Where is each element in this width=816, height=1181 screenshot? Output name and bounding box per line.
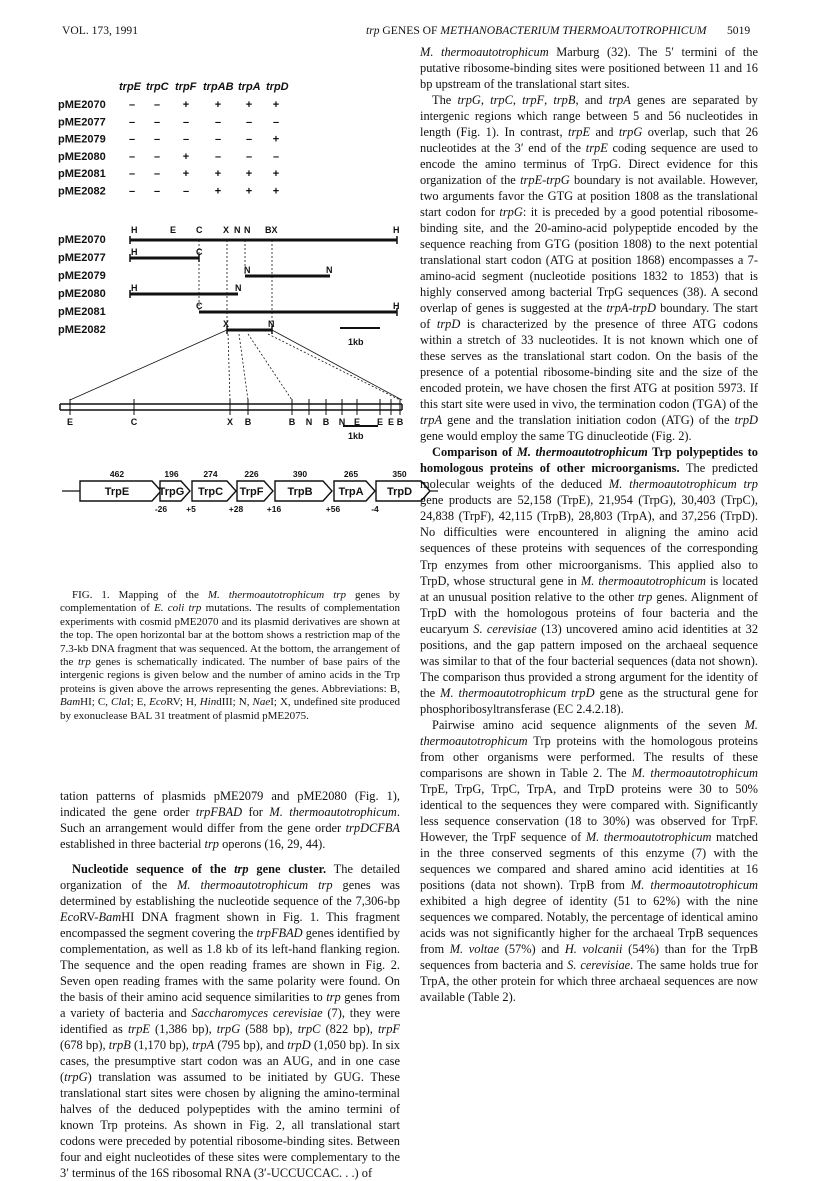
map-scale-label: 1kb (348, 337, 364, 347)
map-site-label: N (268, 319, 275, 329)
map-site-label: C (196, 247, 203, 257)
table-cell: + (214, 168, 222, 181)
table-row-label: pME2080 (58, 150, 106, 163)
restriction-site-label: E (353, 417, 361, 427)
restriction-site-label: C (130, 417, 138, 427)
table-cell: – (128, 150, 136, 163)
gene-name: TrpB (287, 486, 313, 498)
table-cell: + (182, 99, 190, 111)
table-cell: – (214, 133, 222, 146)
table-cell: – (128, 168, 136, 181)
table-col-header: trpC (146, 81, 169, 93)
figure-caption: FIG. 1. Mapping of the M. thermoautotrophicum trp genes by complementation of E. coli trp mutations. The results of complementation experiments with cosmid pME2070 and its plasmid derivatives are shown at the top. The open horizontal bar at the bottom shows a restriction map of the 7.3-kb DNA fragment that was sequenced. At the bottom, the arrangement of the trp genes is schematically indicated. The number of base pairs of the intergenic regions is given below and the number of amino acids in the Trp proteins is given above the arrows representing the genes. Abbreviations: B, BamHI; C, ClaI; E, EcoRV; H, HindIII; N, NaeI; X, undefined site produced by exonuclease BAL 31 treatment of plasmid pME2075. (60, 589, 401, 722)
table-cell: – (272, 116, 280, 129)
left-column-text: tation patterns of plasmids pME2079 and pME2080 (Fig. 1), indicated the gene order trpFBAD for M. thermoautotrophicum. Such an arrangement would differ from the gene order trpDCFBA established in three bacterial trp operons (16, 29, 44). Nucleotide sequence of the trp gene cluster. The detailed organization of the M. thermoautotrophicum trp genes was determined by establishing the nucleotide sequence of the 7,306-bp EcoRV-BamHI DNA fragment shown in Fig. 1. This fragment encompassed the segment covering the trpFBAD genes identified by complementation, as well as 1.8 kb of its left-hand flanking region. The sequence and the open reading frames are shown in Fig. 2. Seven open reading frames with the same polarity were found. On the basis of their amino acid sequence similarities to trp genes from a variety of bacteria and Saccharomyces cerevisiae (7), they were identified as trpE (1,386 bp), trpG (588 bp), trpC (822 bp), trpF (678 bp), trpB (1,170 bp), trpA (795 bp), and trpD (1,050 bp). In six cases, the presumptive start codon was an AUG, and in one case (trpG) translation was assumed to be initiated by GUG. These translational start sites were chosen by aligning the amino-terminal halves of the deduced polypeptides with the amino termini of known Trp proteins. As shown in Fig. 2, all translational start codons were preceded by potential ribosome-binding sites. Between four and eight nucleotides of these sites were complementary to the 3′ terminus of the 16S ribosomal RNA (3′-UCCUCCAC. . .) of (60, 789, 400, 1181)
restriction-site-label: B (322, 417, 330, 427)
restriction-site-label: X (226, 417, 234, 427)
table-cell: + (182, 150, 190, 163)
map-site-label: N (244, 265, 251, 275)
gene-name: TrpA (338, 486, 364, 498)
intergenic-length: -4 (371, 504, 379, 514)
map-label: pME2081 (58, 306, 106, 318)
table-row-label: pME2077 (58, 116, 106, 129)
intergenic-length: +16 (266, 504, 282, 514)
table-cell: – (245, 116, 253, 129)
table-cell: – (245, 150, 253, 163)
restriction-site-label: N (305, 417, 313, 427)
gene-aa-count: 226 (244, 469, 259, 479)
table-cell: – (128, 133, 136, 146)
table-cell: + (214, 185, 222, 198)
table-row-label: pME2082 (58, 185, 106, 198)
gene-aa-count: 390 (292, 469, 308, 479)
gene-aa-count: 350 (392, 469, 407, 479)
table-cell: – (153, 150, 161, 163)
restriction-site-label: E (376, 417, 384, 427)
map-site-label: H (131, 247, 138, 257)
gene-aa-count: 462 (109, 469, 125, 479)
table-cell: – (128, 116, 136, 129)
gene-aa-count: 265 (343, 469, 359, 479)
table-cell: + (245, 185, 253, 198)
table-row-label: pME2081 (58, 168, 106, 181)
running-header-title: trp GENES OF METHANOBACTERIUM THERMOAUTOTROPHICUM (366, 24, 707, 37)
running-header-page-number: 5019 (727, 24, 751, 37)
restriction-site-label: B (244, 417, 252, 427)
gene-name: TrpD (386, 486, 413, 498)
running-header-volume: VOL. 173, 1991 (62, 24, 138, 37)
map-site-label: H (393, 301, 400, 311)
table-cell: – (128, 185, 136, 198)
table-cell: – (182, 185, 190, 198)
table-cell: + (245, 99, 253, 111)
map-label: pME2070 (58, 234, 106, 246)
restriction-map-scale-label: 1kb (348, 431, 364, 441)
intergenic-length: +28 (228, 504, 244, 514)
table-col-header: trpD (266, 81, 289, 93)
map-site-label: H (131, 283, 138, 293)
map-site-label: E (170, 225, 177, 235)
table-cell: – (153, 168, 161, 181)
table-cell: – (153, 99, 161, 111)
map-site-label: N (235, 283, 242, 293)
table-cell: – (128, 99, 136, 111)
table-cell: – (153, 185, 161, 198)
intergenic-length: -26 (154, 504, 168, 514)
map-site-label: N (244, 225, 251, 235)
gene-aa-count: 196 (164, 469, 179, 479)
table-cell: + (272, 185, 280, 198)
map-site-label: C (196, 301, 203, 311)
restriction-site-label: B (396, 417, 404, 427)
gene-name: TrpE (104, 486, 130, 498)
map-site-label: X (223, 225, 230, 235)
map-label: pME2077 (58, 252, 106, 264)
restriction-site-label: B (288, 417, 296, 427)
table-cell: + (214, 99, 222, 111)
gene-name: TrpG (158, 486, 185, 498)
map-label: pME2080 (58, 288, 106, 300)
table-cell: + (272, 168, 280, 181)
intergenic-length: +56 (325, 504, 341, 514)
map-site-label: X (223, 319, 230, 329)
right-column-text: M. thermoautotrophicum Marburg (32). The 5′ termini of the putative ribosome-binding sites were positioned between 11 and 16 bp upstream of the translational start sites. The trpG, trpC, trpF, trpB, and trpA genes are separated by intergenic regions which range between 5 and 56 nucleotides in length (Fig. 1). In contrast, trpE and trpG overlap, such that 26 nucleotides at the 3′ end of the trpE coding sequence are used to encode the amino terminus of TrpG. Direct evidence for this organization of the trpE-trpG boundary is not available. However, two arguments favor the GTG at position 1808 as the translational start codon for trpG: it is preceded by a good potential ribosome-binding site, and the 20-amino-acid polypeptide encoded by the sequence reaching from GTG (position 1808) to the next potential translational start codon (ATG at position 1868) encompasses a 7-amino-acid segment (nucleotide positions 1832 to 1853) that is highly conserved among bacterial TrpG sequences (38). A second overlap of genes is suggested at the trpA-trpD boundary. The start of trpD is characterized by the presence of three ATG codons within a stretch of 33 nucleotides. It is not known which one of these serves as the translational start codon. On the basis of the presence of a potential ribosome-binding site and the size of the encoded protein, we have chosen the first ATG at position 5973. If this start site were used in vivo, the termination codon (TGA) of the trpA gene and the translation initiation codon (ATG) of the trpD gene would employ the same TG dinucleotide (Fig. 2). Comparison of M. thermoautotrophicum Trp polypeptides to homologous proteins of other microorganisms. The predicted molecular weights of the deduced M. thermoautotrophicum trp gene products are 52,158 (TrpE), 21,954 (TrpG), 30,403 (TrpC), 24,838 (TrpF), 42,115 (TrpB), 28,803 (TrpA), and 37,256 (TrpD). No difficulties were encountered in aligning the amino acid sequences of these proteins with sequences of the corresponding Trp enzymes from other microorganisms. This applied also to TrpD, whose structural gene in M. thermoautotrophicum is located at an unusual position relative to the other trp genes. Alignment of TrpD with the homologous proteins of four bacteria and the eucaryum S. cerevisiae (13) uncovered amino acid identities at 32 positions, and the gap pattern imposed on the archaeal sequence was similar to that of the four bacterial sequences (data not shown). The comparison thus provided a strong argument for the identity of the M. thermoautotrophicum trpD gene as the structural gene for phosphoribosyltransferase (EC 2.4.2.18). Pairwise amino acid sequence alignments of the seven M. thermoautotrophicum Trp proteins with the homologous proteins from other organisms were performed. The results of these comparisons are shown in Table 2. The M. thermoautotrophicum TrpE, TrpG, TrpC, TrpA, and TrpD proteins were 30 to 50% identical to the sequences they were compared with. Significantly less sequence conservation (18 to 30%) was observed for TrpF. However, the TrpF sequence of M. thermoautotrophicum matched in the three conserved segments of this enzyme (7) with the sequences we compared and shared amino acid identities at 16 positions (data not shown). TrpB from M. thermoautotrophicum exhibited a high degree of identity (51 to 62%) with the nine sequences we compared. Notably, the percentage of identical amino acids was not significantly higher for the archaeal TrpB sequences from M. voltae (57%) and H. volcanii (54%) than for the TrpB sequences from bacteria and S. cerevisiae. The same holds true for TrpA, the other protein for which three archaeal sequences are now available (Table 2). (420, 45, 759, 1004)
table-cell: + (272, 99, 280, 111)
gene-name: TrpC (197, 486, 224, 498)
table-cell: – (182, 133, 190, 146)
gene-name: TrpF (239, 486, 264, 498)
table-row-label: pME2070 (58, 99, 106, 111)
table-cell: – (272, 150, 280, 163)
table-col-header: trpA (238, 81, 261, 93)
table-cell: – (153, 133, 161, 146)
table-row-label: pME2079 (58, 133, 106, 146)
table-cell: – (245, 133, 253, 146)
table-cell: – (182, 116, 190, 129)
map-site-label: H (131, 225, 138, 235)
table-cell: + (245, 168, 253, 181)
table-cell: – (153, 116, 161, 129)
table-col-header: trpAB (203, 81, 234, 93)
intergenic-length: +5 (186, 504, 196, 514)
map-label: pME2079 (58, 270, 106, 282)
table-cell: – (214, 150, 222, 163)
map-site-label: N (234, 225, 241, 235)
map-site-label: N (326, 265, 333, 275)
restriction-site-label: E (387, 417, 395, 427)
table-cell: – (214, 116, 222, 129)
map-site-label: BX (265, 225, 278, 235)
table-cell: + (272, 133, 280, 146)
restriction-site-label: N (338, 417, 346, 427)
map-site-label: C (196, 225, 203, 235)
table-cell: + (182, 168, 190, 181)
gene-aa-count: 274 (203, 469, 218, 479)
map-label: pME2082 (58, 324, 106, 336)
restriction-site-label: E (66, 417, 74, 427)
map-site-label: H (393, 225, 400, 235)
table-col-header: trpF (175, 81, 197, 93)
table-col-header: trpE (119, 81, 141, 93)
